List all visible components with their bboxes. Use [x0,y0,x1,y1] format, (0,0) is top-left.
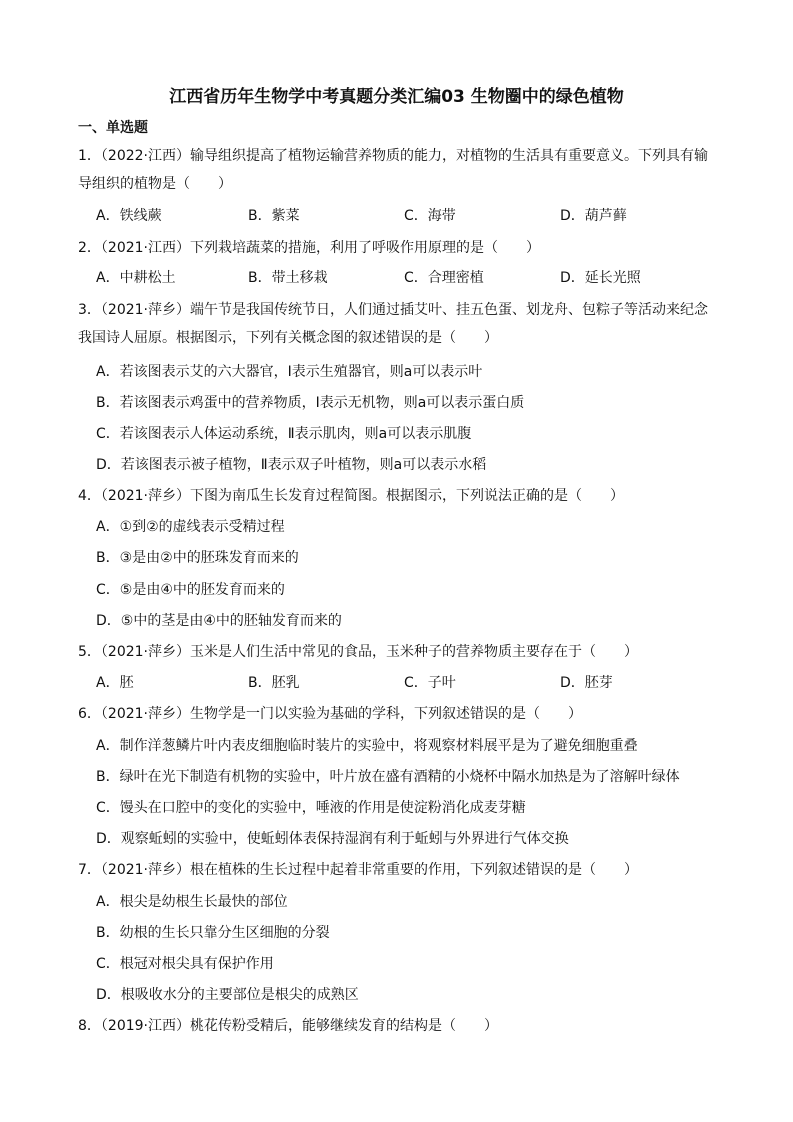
question-2-option-c: C．合理密植 [404,270,484,286]
question-1-stem-cont: 导组织的植物是（ ） [78,176,232,192]
question-6-stem: 6．（2021·萍乡）生物学是一门以实验为基础的学科，下列叙述错误的是（ ） [78,706,582,722]
question-4-stem: 4．（2021·萍乡）下图为南瓜生长发育过程简图。根据图示，下列说法正确的是（ ） [78,488,624,504]
question-7-option-d: D．根吸收水分的主要部位是根尖的成熟区 [96,987,359,1003]
question-1-option-b: B．紫菜 [248,208,300,224]
question-4-option-a: A．①到②的虚线表示受精过程 [96,519,285,535]
question-4-option-b: B．③是由②中的胚珠发育而来的 [96,550,299,566]
question-7-option-a: A．根尖是幼根生长最快的部位 [96,894,288,910]
question-5-option-c: C．子叶 [404,675,456,691]
section-heading: 一、单选题 [78,120,148,136]
question-6-option-a: A．制作洋葱鳞片叶内表皮细胞临时装片的实验中，将观察材料展平是为了避免细胞重叠 [96,738,638,754]
question-5-option-b: B．胚乳 [248,675,300,691]
question-2-option-d: D．延长光照 [560,270,641,286]
question-1-option-d: D．葫芦藓 [560,208,627,224]
question-5-option-d: D．胚芽 [560,675,613,691]
question-7-option-b: B．幼根的生长只靠分生区细胞的分裂 [96,925,330,941]
question-6-option-d: D．观察蚯蚓的实验中，使蚯蚓体表保持湿润有利于蚯蚓与外界进行气体交换 [96,831,569,847]
question-2-option-a: A．中耕松土 [96,270,176,286]
question-3-stem: 3．（2021·萍乡）端午节是我国传统节日，人们通过插艾叶、挂五色蛋、划龙舟、包粽子等活动来纪念 [78,302,708,318]
question-3-option-c: C．若该图表示人体运动系统，Ⅱ表示肌肉，则a可以表示肌腹 [96,426,472,442]
question-2-stem: 2．（2021·江西）下列栽培蔬菜的措施，利用了呼吸作用原理的是（ ） [78,240,540,256]
question-5-option-a: A．胚 [96,675,134,691]
question-1-stem: 1．（2022·江西）输导组织提高了植物运输营养物质的能力，对植物的生活具有重要意义。下列具有输 [78,148,708,164]
question-3-option-a: A．若该图表示艾的六大器官，Ⅰ表示生殖器官，则a可以表示叶 [96,364,483,380]
question-6-option-c: C．馒头在口腔中的变化的实验中，唾液的作用是使淀粉消化成麦芽糖 [96,800,526,816]
question-8-stem: 8．（2019·江西）桃花传粉受精后，能够继续发育的结构是（ ） [78,1018,498,1034]
question-3-stem-cont: 我国诗人屈原。根据图示，下列有关概念图的叙述错误的是（ ） [78,330,498,346]
document-title: 江西省历年生物学中考真题分类汇编03 生物圈中的绿色植物 [169,87,624,107]
question-1-option-a: A．铁线蕨 [96,208,162,224]
question-7-option-c: C．根冠对根尖具有保护作用 [96,956,274,972]
question-5-stem: 5．（2021·萍乡）玉米是人们生活中常见的食品，玉米种子的营养物质主要存在于（ ） [78,644,638,660]
question-2-option-b: B．带土移栽 [248,270,328,286]
question-3-option-d: D．若该图表示被子植物，Ⅱ表示双子叶植物，则a可以表示水稻 [96,457,487,473]
question-1-option-c: C．海带 [404,208,456,224]
question-3-option-b: B．若该图表示鸡蛋中的营养物质，Ⅰ表示无机物，则a可以表示蛋白质 [96,395,525,411]
question-4-option-c: C．⑤是由④中的胚发育而来的 [96,582,285,598]
question-7-stem: 7．（2021·萍乡）根在植株的生长过程中起着非常重要的作用，下列叙述错误的是（ ） [78,862,638,878]
question-6-option-b: B．绿叶在光下制造有机物的实验中，叶片放在盛有酒精的小烧杯中隔水加热是为了溶解叶绿体 [96,769,680,785]
question-4-option-d: D．⑤中的茎是由④中的胚轴发育而来的 [96,613,342,629]
